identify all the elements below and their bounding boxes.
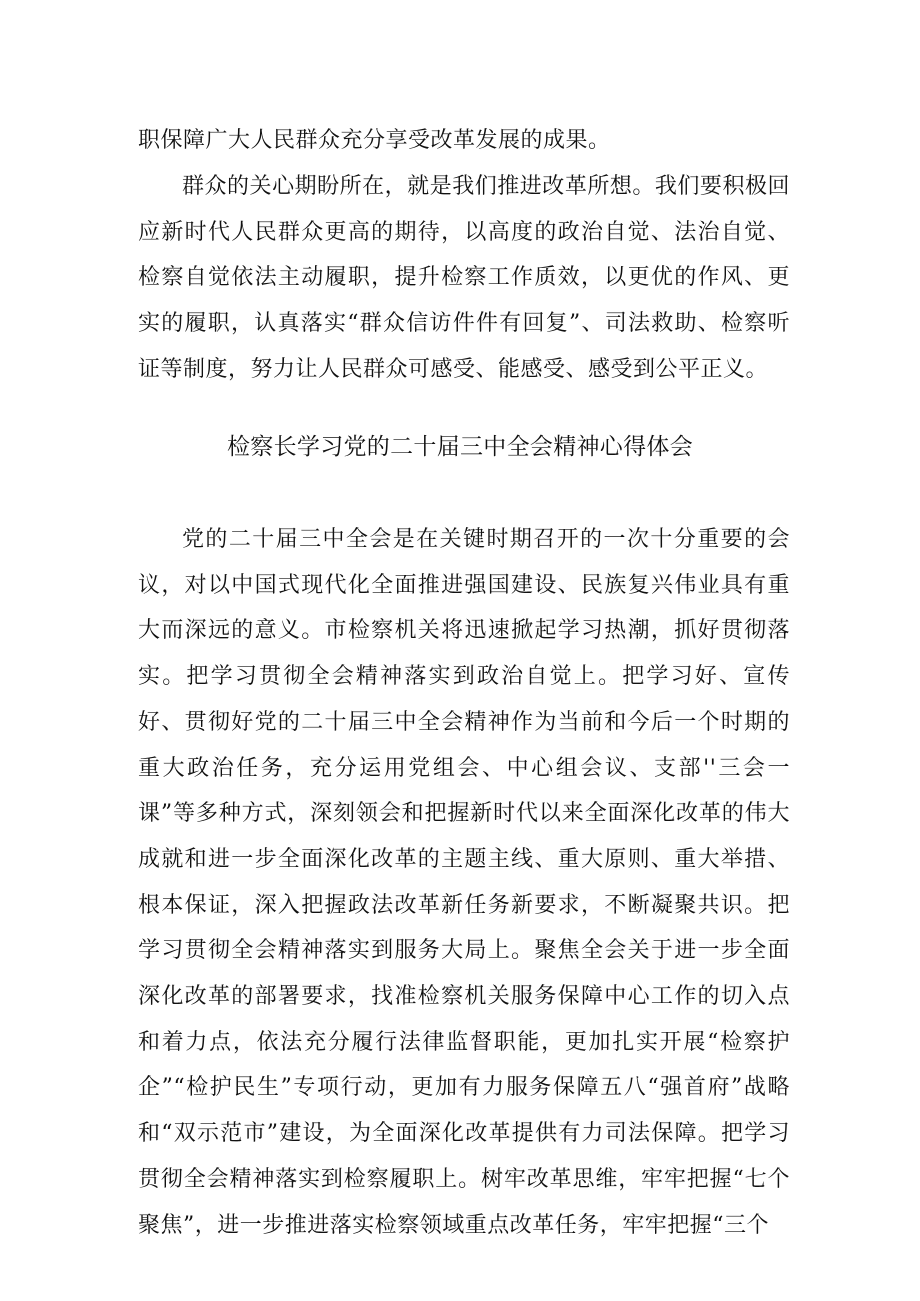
section-title: 检察长学习党的二十届三中全会精神心得体会	[227, 434, 693, 460]
paragraph-main: 党的二十届三中全会是在关键时期召开的一次十分重要的会议，对以中国式现代化全面推进强国建设、民族复兴伟业具有重大而深远的意义。市检察机关将迅速掀起学习热潮，抓好贯彻落实。把学习贯彻全会精神落实到政治自觉上。把学习好、宣传好、贯彻好党的二十届三中全会精神作为当前和今后一个时期的重大政治任务，充分运用党组会、中心组会议、支部''三会一课”等多种方式，深刻领会和把握新时代以来全面深化改革的伟大成就和进一步全面深化改革的主题主线、重大原则、重大举措、根本保证，深入把握政法改革新任务新要求，不断凝聚共识。把学习贯彻全会精神落实到服务大局上。聚焦全会关于进一步全面深化改革的部署要求，找准检察机关服务保障中心工作的切入点和着力点，依法充分履行法律监督职能，更加扎实开展“检察护企”“检护民生”专项行动，更加有力服务保障五八“强首府”战略和“双示范市”建设，为全面深化改革提供有力司法保障。把学习贯彻全会精神落实到检察履职上。树牢改革思维，牢牢把握“七个聚焦”，进一步推进落实检察领域重点改革任务，牢牢把握“三个	[138, 527, 790, 1238]
paragraph-continuation: 职保障广大人民群众充分享受改革发展的成果。	[138, 128, 611, 153]
paragraph-intro: 群众的关心期盼所在，就是我们推进改革所想。我们要积极回应新时代人民群众更高的期待，以高度的政治自觉、法治自觉、检察自觉依法主动履职，提升检察工作质效，以更优的作风、更实的履职，认真落实“群众信访件件有回复”、司法救助、检察听证等制度，努力让人民群众可感受、能感受、感受到公平正义。	[138, 174, 790, 382]
